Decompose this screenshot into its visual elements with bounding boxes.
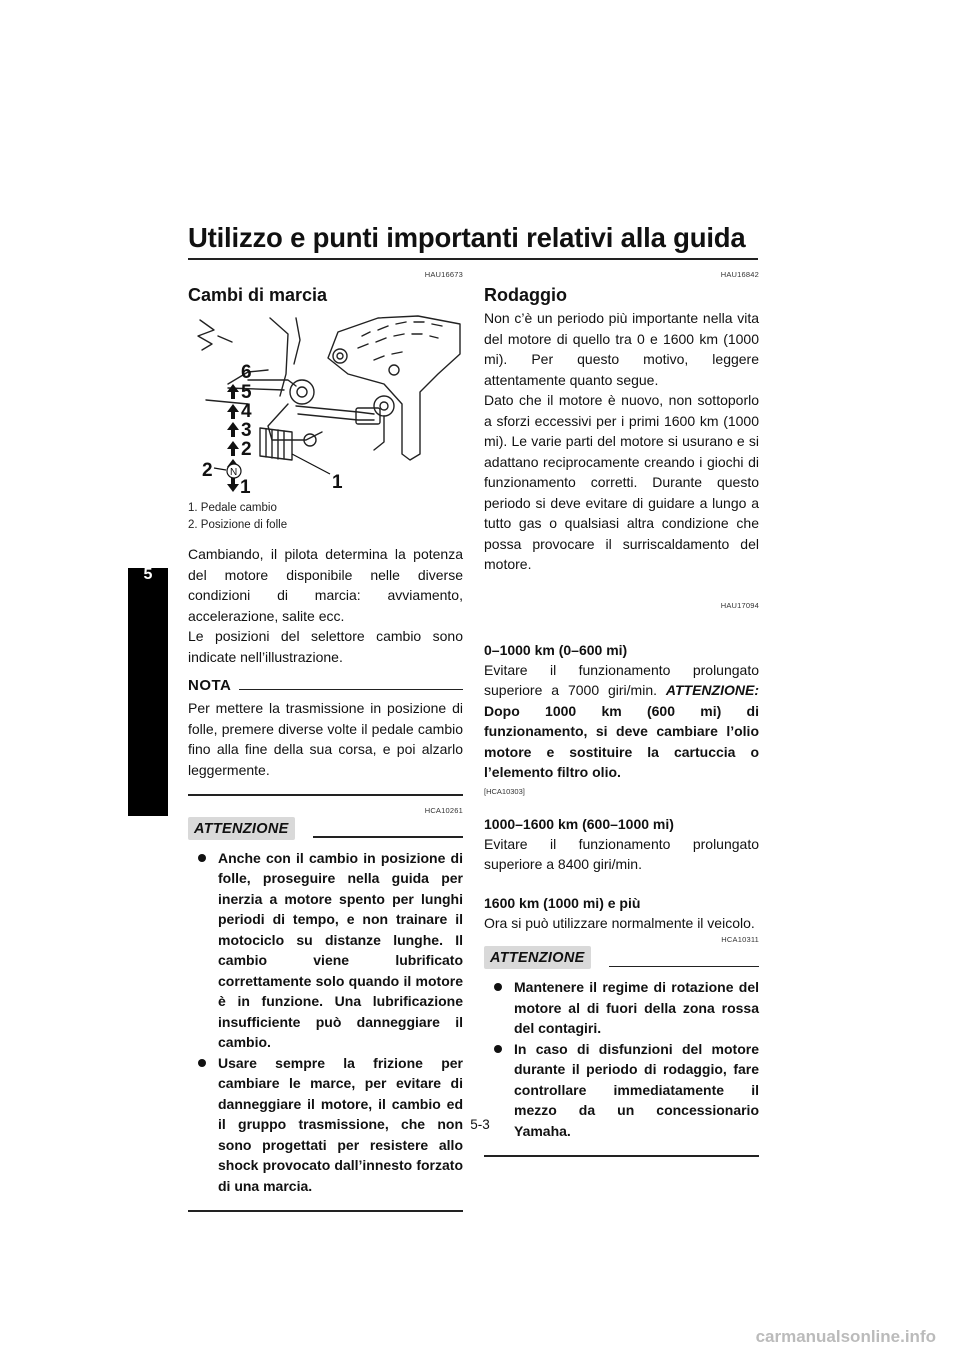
- gear-label-6: 6: [241, 362, 252, 383]
- break-in-para-2: Dato che il motore è nuovo, non sottoporlo a sforzi eccessivi per i primi 1600 km (1000 mi). Le varie parti del motore si usurano e si adattano reciprocamente creando i giochi di funzionamento corretti. Durante questo periodo si deve evitare di guidare a lungo a tutto gas o qualsiasi altra condizione che possa provocare il surriscaldamento del motore.: [484, 392, 759, 572]
- gear-label-n: N: [230, 467, 238, 478]
- section-code: HAU16673: [424, 270, 463, 279]
- caution-rule: [313, 836, 463, 838]
- inline-caution-label: ATTENZIONE:: [665, 682, 759, 698]
- section-code: HAU16842: [720, 270, 759, 279]
- caution-code: HCA10261: [424, 805, 463, 815]
- stage-2-title: 1000–1600 km (600–1000 mi): [484, 815, 674, 832]
- section-title-gear-shifting: Cambi di marcia: [188, 285, 328, 305]
- stage-2-text: Evitare il funzionamento prolungato superiore a 8400 giri/min.: [484, 835, 759, 872]
- gear-label-1: 1: [240, 477, 251, 494]
- page-title: Utilizzo e punti importanti relativi alla guida: [188, 222, 746, 253]
- caution-item: In caso di disfunzioni del motore durante il periodo di rodaggio, fare controllare immediatamente il mezzo da un concessionario Yamaha.: [492, 1039, 759, 1142]
- caution-rule: [609, 966, 759, 968]
- chapter-number: 5: [143, 566, 153, 583]
- stage-3-text: Ora si può utilizzare normalmente il veicolo.: [484, 914, 755, 931]
- caution-item: Usare sempre la frizione per cambiare le marce, per evitare di danneggiare il motore, il cambio ed il gruppo trasmissione, che non sono progettati per resistere allo shock provocato dall’innesto forzato di una marcia.: [196, 1053, 463, 1197]
- caution-end-rule: [188, 1210, 463, 1212]
- caution-list: [188, 848, 463, 1197]
- gear-label-5: 5: [241, 382, 252, 403]
- caution-label: ATTENZIONE: [188, 817, 295, 840]
- caution-header: [188, 817, 463, 840]
- nota-rule: [239, 689, 463, 691]
- stage-1-code: [HCA10303]: [484, 786, 525, 796]
- callout-1: 1: [332, 472, 343, 493]
- section-title-break-in: Rodaggio: [484, 285, 567, 305]
- break-in-stage-3: [484, 893, 759, 934]
- callout-2: 2: [202, 460, 213, 481]
- break-in-stage-1: [484, 640, 759, 796]
- caption-2: 2. Posizione di folle: [188, 519, 288, 531]
- caution-item: Anche con il cambio in posizione di folle, proseguire nella guida per inerzia a motore spento per lunghi periodi di tempo, e non trainare il motociclo su distanze lunghe. Il cambio viene lubrificato correttamente solo quando il motore è in funzione. Una lubrificazione insufficiente può danneggiare il cambio.: [196, 848, 463, 1053]
- caution-code: HCA10311: [721, 935, 759, 944]
- caution-end-rule: [484, 1155, 759, 1157]
- gear-label-3: 3: [241, 420, 252, 441]
- title-rule: [188, 258, 758, 260]
- figure-captions: [188, 500, 463, 534]
- section-code-2: HAU17094: [720, 600, 759, 610]
- caution-header: [484, 946, 759, 969]
- caution-label: ATTENZIONE: [484, 946, 591, 969]
- caution-item: Mantenere il regime di rotazione del motore al di fuori della zona rossa del contagiri.: [492, 977, 759, 1039]
- nota-end-rule: [188, 794, 463, 796]
- gear-label-4: 4: [241, 401, 252, 422]
- left-column: [188, 270, 463, 1212]
- gear-para-2: Le posizioni del selettore cambio sono indicate nell’illustrazione.: [188, 628, 463, 665]
- break-in-para-1: Non c’è un periodo più importante nella vita del motore di quello tra 0 e 1600 km (1000 mi). Per questo motivo, leggere attentamente quanto segue.: [484, 310, 759, 388]
- stage-1-warning: Dopo 1000 km (600 mi) di funzionamento, si deve cambiare l’olio motore e sostituire la cartuccia o l’elemento filtro olio.: [484, 702, 759, 780]
- nota-header: [188, 677, 463, 694]
- shift-pedal-illustration: [188, 314, 463, 494]
- gear-label-2: 2: [241, 439, 252, 460]
- page-number: 5-3: [470, 1117, 490, 1132]
- right-column: [484, 270, 759, 1157]
- gear-para-1: Cambiando, il pilota determina la potenza del motore disponibile nelle diverse condizioni di marcia: avviamento, accelerazione, salite ecc.: [188, 546, 463, 624]
- stage-3-title: 1600 km (1000 mi) e più: [484, 894, 641, 911]
- stage-1-text: Evitare il funzionamento prolungato superiore a 7000 giri/min. ATTENZIONE: Dopo 1000 km (600 mi) di funzionamento, si deve cambiare l’olio motore e sostituire la cartuccia o l’elemento filtro olio.: [484, 661, 759, 780]
- stage-1-title: 0–1000 km (0–600 mi): [484, 641, 628, 658]
- watermark: carmanualsonline.info: [755, 1327, 936, 1346]
- shift-pedal-drawing: [188, 314, 463, 494]
- caption-1: 1. Pedale cambio: [188, 502, 277, 514]
- nota-label: NOTA: [188, 677, 232, 694]
- nota-text: Per mettere la trasmissione in posizione di folle, premere diverse volte il pedale cambio fino alla fine della sua corsa, e poi alzarlo leggermente.: [188, 700, 463, 778]
- chapter-tab: [128, 568, 168, 816]
- break-in-stage-2: [484, 814, 759, 875]
